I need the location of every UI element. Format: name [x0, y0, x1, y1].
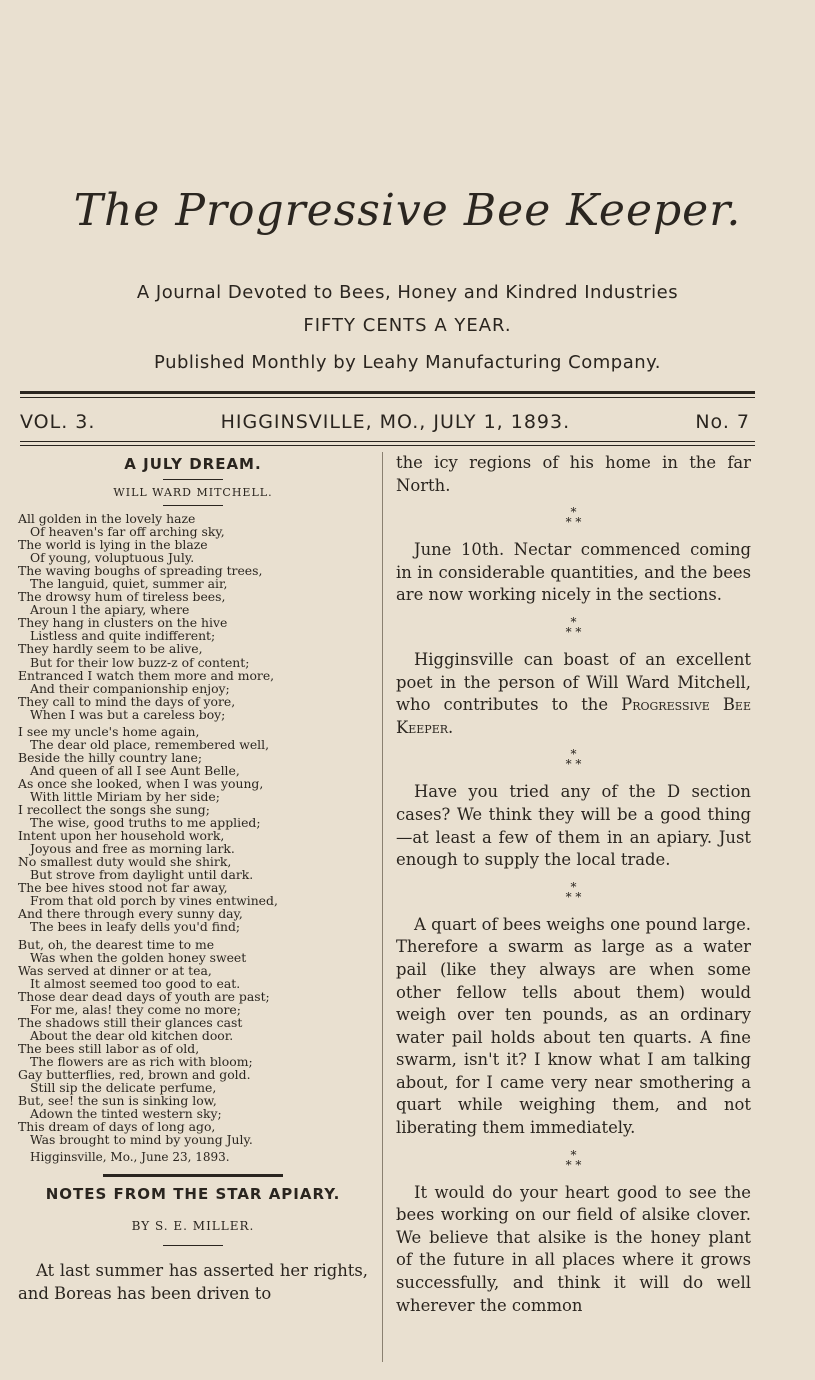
publisher-line: Published Monthly by Leahy Manufacturing Company.	[154, 352, 661, 373]
poem-line: But, see! the sun is sinking low,	[18, 1093, 217, 1109]
poem-body	[18, 512, 368, 1146]
poem-line: I see my uncle's home again,	[18, 723, 200, 739]
poem-line: And there through every sunny day,	[18, 906, 243, 922]
poem-line: The dear old place, remembered well,	[30, 736, 270, 752]
notes-title: NOTES FROM THE STAR APIARY.	[45, 1185, 341, 1204]
journal-name-inline: Progressive Bee Keeper	[396, 695, 751, 737]
issue-number: No. 7	[695, 411, 750, 433]
poem-line: But strove from daylight until dark.	[30, 867, 254, 883]
poem-line: The languid, quiet, summer air,	[30, 576, 228, 592]
dateline-rule-1	[20, 441, 755, 442]
poem-title-rule	[163, 479, 223, 480]
masthead	[0, 185, 815, 236]
poem-line: They call to mind the days of yore,	[18, 693, 236, 709]
poem-line: And queen of all I see Aunt Belle,	[30, 762, 240, 778]
poem-line: Joyous and free as morning lark.	[30, 841, 235, 857]
poem-line: Was brought to mind by young July.	[30, 1132, 253, 1148]
poem-line: Gay butterflies, red, brown and gold.	[18, 1066, 251, 1082]
poem-line: Beside the hilly country lane;	[18, 749, 203, 765]
poem-place-date: Higginsville, Mo., June 23, 1893.	[30, 1150, 230, 1165]
poem-line: About the dear old kitchen door.	[30, 1027, 234, 1043]
poem-line: Listless and quite indifferent;	[30, 628, 216, 644]
poem-line: Those dear dead days of youth are past;	[18, 988, 270, 1004]
poem-line: Of heaven's far off arching sky,	[30, 524, 225, 540]
poem-line: When I was but a careless boy;	[30, 706, 226, 722]
asterism-divider: * * *	[565, 505, 582, 530]
note-paragraph-5: It would do your heart good to see the bees working on our field of alsike clover. We believe that alsike is the honey plant of the future in all places where it grows successfully, and think it will do well wherever the common	[396, 1182, 751, 1315]
poem-line: The flowers are as rich with bloom;	[30, 1053, 253, 1069]
poem-title: A JULY DREAM.	[124, 455, 262, 473]
poem-line: But, oh, the dearest time to me	[18, 936, 215, 952]
asterism-divider: * * *	[565, 879, 582, 904]
poem-line: As once she looked, when I was young,	[18, 775, 264, 791]
notes-opening: At last summer has asserted her rights, and Boreas has been driven to	[18, 1261, 368, 1303]
asterism-divider: * * *	[565, 747, 582, 772]
journal-tagline: A Journal Devoted to Bees, Honey and Kindred Industries	[136, 282, 679, 303]
poem-author: WILL WARD MITCHELL.	[113, 486, 273, 499]
poem-line: The bees still labor as of old,	[18, 1040, 200, 1056]
poem-line: The wise, good truths to me applied;	[30, 815, 261, 831]
left-column	[18, 455, 368, 1305]
note-paragraph-2-end: .	[448, 717, 454, 737]
poem-line: The bee hives stood not far away,	[18, 880, 228, 896]
note-paragraph-4: A quart of bees weighs one pound large. Therefore a swarm as large as a water pail (like they always are when some other fellow tells about them) would weigh over ten pounds, as an ordinary water pail holds about ten quarts. A fine swarm, isn't it? I know what I am talking about, for I came very near smothering a quart while weighing them, and not liberating them immediately.	[396, 914, 751, 1138]
volume-number: VOL. 3.	[20, 411, 96, 433]
poem-line: For me, alas! they come no more;	[30, 1001, 241, 1017]
section-rule	[103, 1174, 283, 1177]
poem-line: Still sip the delicate perfume,	[30, 1080, 217, 1096]
asterism-divider: * * *	[565, 614, 582, 639]
poem-line: But for their low buzz-z of content;	[30, 654, 250, 670]
poem-line: All golden in the lovely haze	[18, 511, 196, 526]
dateline-rule-2	[20, 445, 755, 446]
right-column	[396, 452, 751, 1317]
poem-line: I recollect the songs she sung;	[18, 802, 210, 818]
poem-line: No smallest duty would she shirk,	[18, 854, 232, 870]
note-paragraph-2	[396, 649, 751, 739]
continued-text: the icy regions of his home in the far North.	[396, 453, 751, 495]
poem-author-rule	[163, 505, 223, 506]
poem-line: It almost seemed too good to eat.	[30, 975, 241, 991]
dateline	[20, 411, 750, 433]
masthead-rule-top	[20, 391, 755, 394]
place-date: HIGGINSVILLE, MO., JULY 1, 1893.	[220, 411, 571, 433]
poem-line: The waving boughs of spreading trees,	[18, 563, 263, 579]
poem-line: Aroun l the apiary, where	[30, 602, 190, 618]
poem-line: Intent upon her household work,	[18, 828, 225, 844]
note-paragraph-1: June 10th. Nectar commenced coming in in considerable quantities, and the bees are now working nicely in the sections.	[396, 540, 751, 605]
poem-line: From that old porch by vines entwined,	[30, 893, 278, 909]
poem-line: Was served at dinner or at tea,	[18, 962, 212, 978]
subscription-price: FIFTY CENTS A YEAR.	[303, 315, 512, 336]
poem-line: The bees in leafy dells you'd find;	[30, 919, 241, 935]
poem-line: The world is lying in the blaze	[18, 537, 208, 553]
journal-title: The Progressive Bee Keeper.	[73, 185, 742, 236]
poem-line: The drowsy hum of tireless bees,	[18, 589, 226, 605]
poem-line: Of young, voluptuous July.	[30, 550, 195, 566]
poem-line: Was when the golden honey sweet	[30, 949, 247, 965]
poem-line: They hardly seem to be alive,	[18, 641, 203, 657]
notes-byline-rule	[163, 1245, 223, 1246]
poem-line: They hang in clusters on the hive	[18, 615, 228, 631]
note-paragraph-2-text: Higginsville can boast of an excellent poet in the person of Will Ward Mitchell, who contributes to the	[396, 649, 751, 715]
asterism-divider: * * *	[565, 1147, 582, 1172]
notes-byline: BY S. E. MILLER.	[131, 1219, 255, 1234]
poem-line: This dream of days of long ago,	[18, 1119, 216, 1135]
poem-line: And their companionship enjoy;	[30, 680, 230, 696]
poem-line: With little Miriam by her side;	[30, 788, 220, 804]
poem-line: Adown the tinted western sky;	[30, 1106, 222, 1122]
masthead-rule-thin	[20, 397, 755, 398]
poem-line: Entranced I watch them more and more,	[18, 667, 275, 683]
column-divider	[382, 452, 383, 1362]
poem-line: The shadows still their glances cast	[18, 1014, 243, 1030]
note-paragraph-3: Have you tried any of the D section cases? We think they will be a good thing—at least a few of them in an apiary. Just enough to supply the local trade.	[396, 782, 751, 870]
